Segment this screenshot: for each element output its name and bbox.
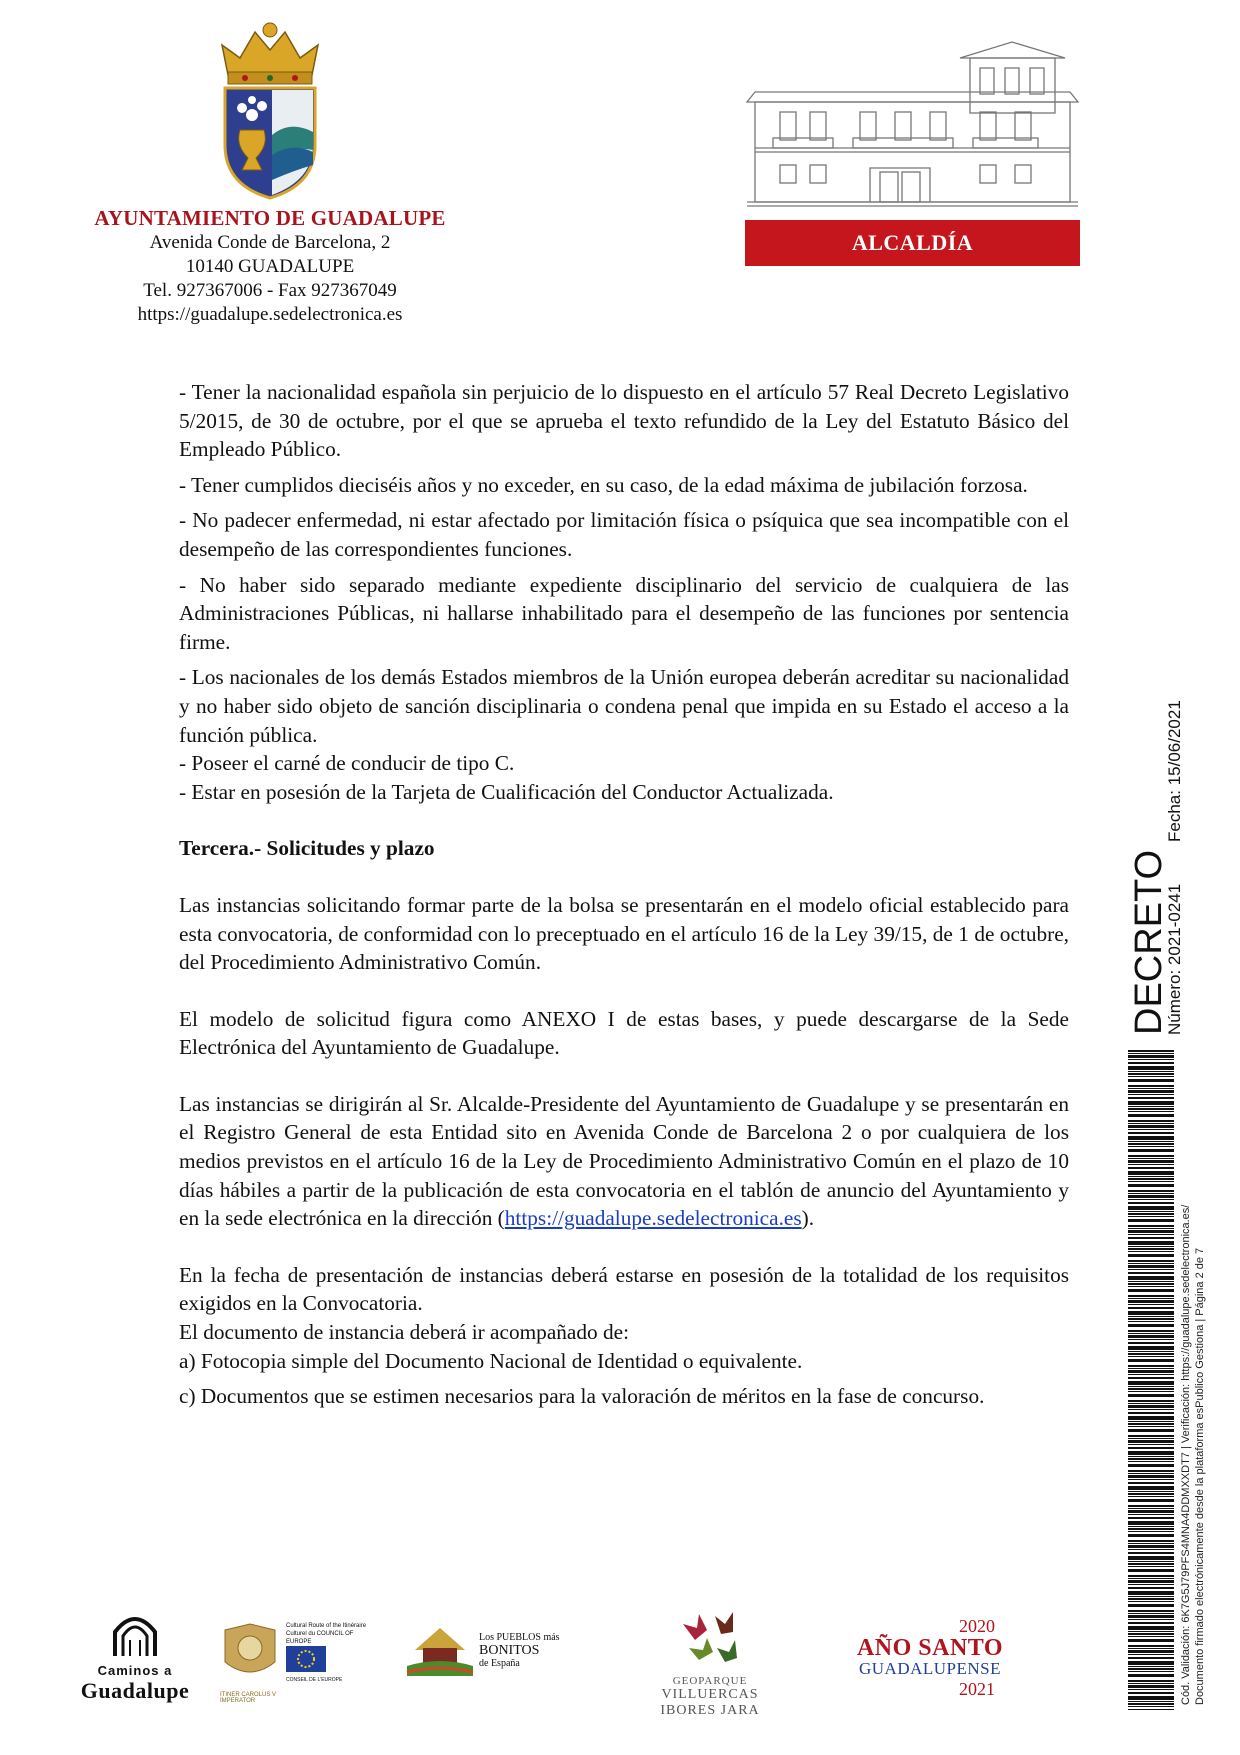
barcode-bar	[1128, 1085, 1174, 1087]
barcode-bar	[1128, 1356, 1174, 1357]
barcode-bar	[1128, 1265, 1174, 1268]
barcode-bar	[1128, 1470, 1174, 1472]
barcode-bar	[1128, 1685, 1174, 1688]
barcode-bar	[1128, 1237, 1174, 1239]
barcode-bar	[1128, 1248, 1174, 1250]
barcode-bar	[1128, 1584, 1174, 1585]
barcode-bar	[1128, 1155, 1174, 1157]
barcode-bar	[1128, 1598, 1174, 1600]
barcode-bar	[1128, 1526, 1174, 1527]
barcode-bar	[1128, 1228, 1174, 1229]
paragraph-annex: El modelo de solicitud figura como ANEXO I de estas bases, y puede descargarse de la Sede Electrónica del Ayuntamiento de Guadalupe.	[179, 1006, 1069, 1060]
barcode-bar	[1128, 1295, 1174, 1297]
barcode-bar	[1128, 1680, 1174, 1682]
barcode-bar	[1128, 1316, 1174, 1317]
barcode-bar	[1128, 1206, 1174, 1210]
barcode-bar	[1128, 1324, 1174, 1327]
barcode-bar	[1128, 1321, 1174, 1322]
barcode-bar	[1128, 1645, 1174, 1647]
barcode-bar	[1128, 1330, 1174, 1332]
barcode-bar	[1128, 1342, 1174, 1344]
barcode-bar	[1128, 1403, 1174, 1404]
barcode-bar	[1128, 1648, 1174, 1649]
barcode-bar	[1128, 1123, 1174, 1124]
council-of-europe-flag-icon	[286, 1646, 326, 1672]
barcode-bar	[1128, 1108, 1174, 1110]
barcode-bar	[1128, 1451, 1174, 1455]
barcode-bar	[1128, 1368, 1174, 1369]
barcode-bar	[1128, 1055, 1174, 1058]
barcode-bar	[1128, 1216, 1174, 1217]
barcode-bar	[1128, 1111, 1174, 1112]
barcode-bar	[1128, 1088, 1174, 1089]
barcode-bar	[1128, 1505, 1174, 1507]
barcode-bar	[1128, 1300, 1174, 1303]
barcode-bar	[1128, 1540, 1174, 1542]
barcode-bar	[1128, 1181, 1174, 1182]
barcode-bar	[1128, 1416, 1174, 1420]
website[interactable]: https://guadalupe.sedelectronica.es	[137, 304, 403, 325]
barcode-bar	[1128, 1234, 1174, 1235]
verification-code: Cód. Validación: 6K7G5J79PFS4MNA4DDMXXDT7 | Verificación: https://guadalupe.sedelectronica.es/	[1180, 1204, 1192, 1705]
barcode-bar	[1128, 1531, 1174, 1532]
geoparque-leaves-icon	[675, 1610, 745, 1670]
stamp-date: Fecha: 15/06/2021	[1165, 700, 1184, 842]
barcode-bar	[1128, 1298, 1174, 1299]
anio-santo-logo	[840, 1610, 1020, 1700]
barcode-bar	[1128, 1143, 1174, 1145]
barcode-bar	[1128, 1421, 1174, 1422]
barcode-bar	[1128, 1146, 1174, 1147]
document-body	[179, 378, 1069, 1411]
barcode-bar	[1128, 1447, 1174, 1449]
requirement-no-disciplinary: - No haber sido separado mediante expediente disciplinario del servicio de cualquiera de las Administraciones Públicas, ni hallarse inhabilitado para el desempeño de las funciones por sentencia firme.	[179, 572, 1069, 654]
barcode-bar	[1128, 1272, 1174, 1274]
barcode-bar	[1128, 1703, 1174, 1705]
carolus-name: ITINER CAROLUS V IMPERATOR	[220, 1692, 277, 1704]
barcode-bar	[1128, 1706, 1174, 1707]
anio-line-2: GUADALUPENSE	[859, 1659, 1001, 1678]
barcode-bar	[1128, 1193, 1174, 1194]
barcode-bar	[1128, 1671, 1174, 1672]
barcode-bar	[1128, 1106, 1174, 1107]
barcode-bar	[1128, 1619, 1174, 1620]
barcode-bar	[1128, 1365, 1174, 1367]
section-heading: Tercera.- Solicitudes y plazo	[179, 836, 435, 861]
barcode-bar	[1128, 1359, 1174, 1362]
requirement-cap-card: - Estar en posesión de la Tarjeta de Cualificación del Conductor Actualizada.	[179, 779, 834, 804]
barcode-bar	[1128, 1289, 1174, 1292]
barcode-bar	[1128, 1610, 1174, 1612]
barcode-bar	[1128, 1079, 1174, 1082]
barcode-bar	[1128, 1569, 1174, 1572]
barcode-bar	[1128, 1534, 1174, 1537]
carolus-v-route-logo	[220, 1610, 380, 1704]
barcode-bar	[1128, 1423, 1174, 1425]
barcode-bar	[1128, 1666, 1174, 1667]
submission-text: Las instancias se dirigirán al Sr. Alcalde-Presidente del Ayuntamiento de Guadalupe y se presentarán en el Registro General de esta Entidad sito en Avenida Conde de Barcelona 2 o por cualquiera de los medios previstos en el artículo 16 de la Ley de Procedimiento Administrativo Común en el plazo de 10 días hábiles a partir de la publicación de esta convocatoria en el tablón de anuncio del Ayuntamiento y en la sede electrónica en la dirección (	[179, 1091, 1069, 1231]
barcode-bar	[1128, 1394, 1174, 1397]
barcode-bar	[1128, 1311, 1174, 1315]
barcode-icon	[1128, 1050, 1174, 1710]
barcode-bar	[1128, 1405, 1174, 1408]
barcode-bar	[1128, 1508, 1174, 1509]
caminos-small-text: Caminos a	[97, 1663, 173, 1678]
barcode-bar	[1128, 1391, 1174, 1392]
barcode-bar	[1128, 1351, 1174, 1352]
barcode-bar	[1128, 1426, 1174, 1427]
barcode-bar	[1128, 1528, 1174, 1530]
barcode-bar	[1128, 1230, 1174, 1233]
anio-year-bottom: 2021	[959, 1679, 995, 1699]
barcode-bar	[1128, 1120, 1174, 1122]
barcode-bar	[1128, 1171, 1174, 1175]
barcode-bar	[1128, 1650, 1174, 1653]
barcode-bar	[1128, 1578, 1174, 1579]
carolus-emblem-icon	[220, 1622, 280, 1692]
barcode-bar	[1128, 1596, 1174, 1597]
barcode-bar	[1128, 1499, 1174, 1502]
barcode-bar	[1128, 1132, 1174, 1134]
barcode-bar	[1128, 1692, 1174, 1694]
barcode-bar	[1128, 1456, 1174, 1457]
barcode-bar	[1128, 1339, 1174, 1340]
barcode-bar	[1128, 1071, 1174, 1072]
barcode-bar	[1128, 1370, 1174, 1373]
barcode-bar	[1128, 1251, 1174, 1252]
arch-icon	[110, 1610, 160, 1658]
barcode-bar	[1128, 1636, 1174, 1637]
barcode-bar	[1128, 1101, 1174, 1105]
barcode-bar	[1128, 1613, 1174, 1614]
anio-line-1: AÑO SANTO	[856, 1635, 1004, 1661]
barcode-bar	[1128, 1167, 1174, 1169]
barcode-bar	[1128, 1633, 1174, 1635]
address-line-2: 10140 GUADALUPE	[185, 256, 355, 277]
barcode-bar	[1128, 1444, 1174, 1445]
signature-note: Documento firmado electrónicamente desde la plataforma esPublico Gestiona | Página 2 de 7	[1194, 1247, 1206, 1705]
barcode-bar	[1128, 1114, 1174, 1117]
barcode-bar	[1128, 1059, 1174, 1060]
barcode-bar	[1128, 1510, 1174, 1513]
barcode-bar	[1128, 1129, 1174, 1130]
barcode-bar	[1128, 1254, 1174, 1257]
town-hall-building-icon	[745, 40, 1080, 210]
paragraph-application-model: Las instancias solicitando formar parte de la bolsa se presentarán en el modelo oficial establecido para esta convocatoria, de conformidad con lo preceptuado en el artículo 16 de la Ley 39/15, de 1 de octubre, del Procedimiento Administrativo Común.	[179, 892, 1069, 975]
barcode-bar	[1128, 1491, 1174, 1492]
barcode-bar	[1128, 1545, 1174, 1548]
barcode-bar	[1128, 1097, 1174, 1099]
requirement-eu-nationals: - Los nacionales de los demás Estados miembros de la Unión europea deberán acreditar su nacionalidad y no haber sido objeto de sanción disciplinaria o condena penal que impida en su Estado el acceso a la función pública.	[179, 665, 1069, 747]
barcode-bar	[1128, 1496, 1174, 1497]
barcode-bar	[1128, 1053, 1174, 1054]
barcode-bar	[1128, 1575, 1174, 1577]
barcode-bar	[1128, 1639, 1174, 1642]
barcode-bar	[1128, 1377, 1174, 1379]
barcode-bar	[1128, 1353, 1174, 1355]
barcode-bar	[1128, 1543, 1174, 1544]
barcode-bar	[1128, 1263, 1174, 1264]
barcode-bar	[1128, 1374, 1174, 1375]
requirement-health: - No padecer enfermedad, ni estar afectado por limitación física o psíquica que sea incompatible con el desempeño de las correspondientes funciones.	[179, 508, 1069, 561]
barcode-bar	[1128, 1276, 1174, 1280]
barcode-bar	[1128, 1213, 1174, 1215]
barcode-bar	[1128, 1435, 1174, 1437]
barcode-bar	[1128, 1473, 1174, 1474]
pueblos-mid-text: BONITOS	[479, 1642, 540, 1658]
paragraph-attachments-intro: El documento de instancia deberá ir acompañado de:	[179, 1320, 630, 1345]
barcode-bar	[1128, 1381, 1174, 1385]
barcode-bar	[1128, 1701, 1174, 1702]
footer-logos	[60, 1610, 1060, 1720]
barcode-bar	[1128, 1521, 1174, 1525]
barcode-bar	[1128, 1482, 1174, 1484]
barcode-bar	[1128, 1429, 1174, 1432]
barcode-bar	[1128, 1563, 1174, 1565]
paragraph-requirements-date: En la fecha de presentación de instancias deberá estarse en posesión de la totalidad de los requisitos exigidos en la Convocatoria.	[179, 1262, 1069, 1316]
barcode-bar	[1128, 1066, 1174, 1070]
barcode-bar	[1128, 1160, 1174, 1163]
barcode-bar	[1128, 1346, 1174, 1350]
barcode-bar	[1128, 1604, 1174, 1607]
requirement-license: - Poseer el carné de conducir de tipo C.	[179, 751, 515, 776]
geo-line-1: GEOPARQUE	[672, 1675, 748, 1687]
anio-year-top: 2020	[959, 1616, 995, 1636]
barcode-bar	[1128, 1199, 1174, 1200]
barcode-bar	[1128, 1400, 1174, 1402]
pueblos-bottom-text: de España	[479, 1657, 520, 1669]
barcode-bar	[1128, 1709, 1174, 1710]
department-header	[745, 40, 1080, 266]
barcode-bar	[1128, 1464, 1174, 1467]
requirement-nationality: - Tener la nacionalidad española sin perjuicio de lo dispuesto en el artículo 57 Real Decreto Legislativo 5/2015, de 30 de octubre, por el que se aprueba el texto refundido de la Ley del Estatuto Básico del Empleado Público.	[179, 380, 1069, 462]
barcode-bar	[1128, 1668, 1174, 1670]
barcode-bar	[1128, 1286, 1174, 1287]
barcode-bar	[1128, 1409, 1174, 1410]
barcode-bar	[1128, 1566, 1174, 1567]
barcode-bar	[1128, 1136, 1174, 1140]
submission-text-end: ).	[801, 1206, 815, 1231]
barcode-bar	[1128, 1260, 1174, 1262]
pueblos-top-text: Los PUEBLOS más	[479, 1631, 560, 1643]
barcode-bar	[1128, 1440, 1174, 1443]
barcode-bar	[1128, 1202, 1174, 1204]
barcode-bar	[1128, 1073, 1174, 1075]
barcode-bar	[1128, 1050, 1174, 1052]
geo-line-3: IBORES JARA	[660, 1703, 760, 1718]
sede-electronica-link[interactable]: https://guadalupe.sedelectronica.es	[504, 1206, 802, 1231]
phone-fax: Tel. 927367006 - Fax 927367049	[143, 280, 397, 301]
barcode-bar	[1128, 1631, 1174, 1632]
barcode-bar	[1128, 1479, 1174, 1480]
barcode-bar	[1128, 1587, 1174, 1589]
department-banner: ALCALDÍA	[745, 220, 1080, 266]
barcode-bar	[1128, 1683, 1174, 1684]
requirement-age: - Tener cumplidos dieciséis años y no exceder, en su caso, de la edad máxima de jubilación forzosa.	[179, 472, 1028, 497]
barcode-bar	[1128, 1219, 1174, 1222]
stamp-type: DECRETO	[1128, 849, 1170, 1035]
barcode-bar	[1128, 1549, 1174, 1550]
barcode-bar	[1128, 1195, 1174, 1198]
barcode-bar	[1128, 1184, 1174, 1187]
barcode-bar	[1128, 1190, 1174, 1192]
carolus-route-text: Cultural Route of the Itinéraire Culturel du COUNCIL OF EUROPE	[286, 1623, 367, 1645]
barcode-bar	[1128, 1674, 1174, 1677]
caminos-big-text: Guadalupe	[80, 1678, 190, 1703]
barcode-bar	[1128, 1283, 1174, 1285]
barcode-bar	[1128, 1388, 1174, 1390]
barcode-bar	[1128, 1514, 1174, 1515]
barcode-bar	[1128, 1615, 1174, 1618]
barcode-bar	[1128, 1141, 1174, 1142]
pueblos-bonitos-logo	[405, 1610, 565, 1680]
barcode-bar	[1128, 1090, 1174, 1093]
barcode-bar	[1128, 1225, 1174, 1227]
barcode-bar	[1128, 1661, 1174, 1665]
barcode-bar	[1128, 1438, 1174, 1439]
barcode-bar	[1128, 1318, 1174, 1320]
barcode-bar	[1128, 1458, 1174, 1460]
geo-line-2: VILLUERCAS	[661, 1687, 759, 1702]
barcode-bar	[1128, 1626, 1174, 1630]
barcode-bar	[1128, 1178, 1174, 1180]
pueblos-house-icon	[405, 1620, 475, 1680]
attachment-item-c: c) Documentos que se estimen necesarios para la valoración de méritos en la fase de concurso.	[179, 1384, 985, 1409]
barcode-bar	[1128, 1158, 1174, 1159]
organization-name: AYUNTAMIENTO DE GUADALUPE	[94, 206, 446, 230]
barcode-bar	[1128, 1689, 1174, 1690]
barcode-bar	[1128, 1304, 1174, 1305]
barcode-bar	[1128, 1164, 1174, 1165]
address-line-1: Avenida Conde de Barcelona, 2	[149, 232, 391, 253]
barcode-bar	[1128, 1412, 1174, 1414]
paragraph-submission	[179, 1090, 1069, 1233]
barcode-bar	[1128, 1601, 1174, 1602]
barcode-bar	[1128, 1561, 1174, 1562]
caminos-a-guadalupe-logo	[65, 1610, 205, 1704]
barcode-bar	[1128, 1269, 1174, 1270]
barcode-bar	[1128, 1475, 1174, 1478]
barcode-bar	[1128, 1486, 1174, 1490]
barcode-bar	[1128, 1622, 1174, 1624]
barcode-bar	[1128, 1333, 1174, 1334]
barcode-bar	[1128, 1211, 1174, 1212]
barcode-bar	[1128, 1241, 1174, 1245]
letterhead	[60, 20, 480, 327]
barcode-bar	[1128, 1335, 1174, 1338]
barcode-bar	[1128, 1657, 1174, 1659]
barcode-bar	[1128, 1386, 1174, 1387]
barcode-bar	[1128, 1580, 1174, 1583]
geoparque-logo	[635, 1610, 785, 1719]
barcode-bar	[1128, 1591, 1174, 1595]
barcode-bar	[1128, 1696, 1174, 1700]
barcode-bar	[1128, 1125, 1174, 1128]
barcode-bar	[1128, 1307, 1174, 1309]
carolus-council-text: CONSEIL DE L'EUROPE	[286, 1677, 343, 1683]
barcode-bar	[1128, 1552, 1174, 1554]
barcode-bar	[1128, 1246, 1174, 1247]
barcode-bar	[1128, 1556, 1174, 1560]
barcode-bar	[1128, 1461, 1174, 1462]
barcode-bar	[1128, 1176, 1174, 1177]
barcode-bar	[1128, 1062, 1174, 1064]
barcode-bar	[1128, 1094, 1174, 1095]
attachment-item-a: a) Fotocopia simple del Documento Nacional de Identidad o equivalente.	[179, 1348, 803, 1373]
barcode-bar	[1128, 1517, 1174, 1519]
barcode-bar	[1128, 1149, 1174, 1152]
coat-of-arms-icon	[210, 20, 330, 200]
barcode-bar	[1128, 1281, 1174, 1282]
stamp-number: Número: 2021-0241	[1165, 883, 1184, 1035]
barcode-bar	[1128, 1654, 1174, 1655]
barcode-bar	[1128, 1076, 1174, 1077]
barcode-bar	[1128, 1493, 1174, 1495]
